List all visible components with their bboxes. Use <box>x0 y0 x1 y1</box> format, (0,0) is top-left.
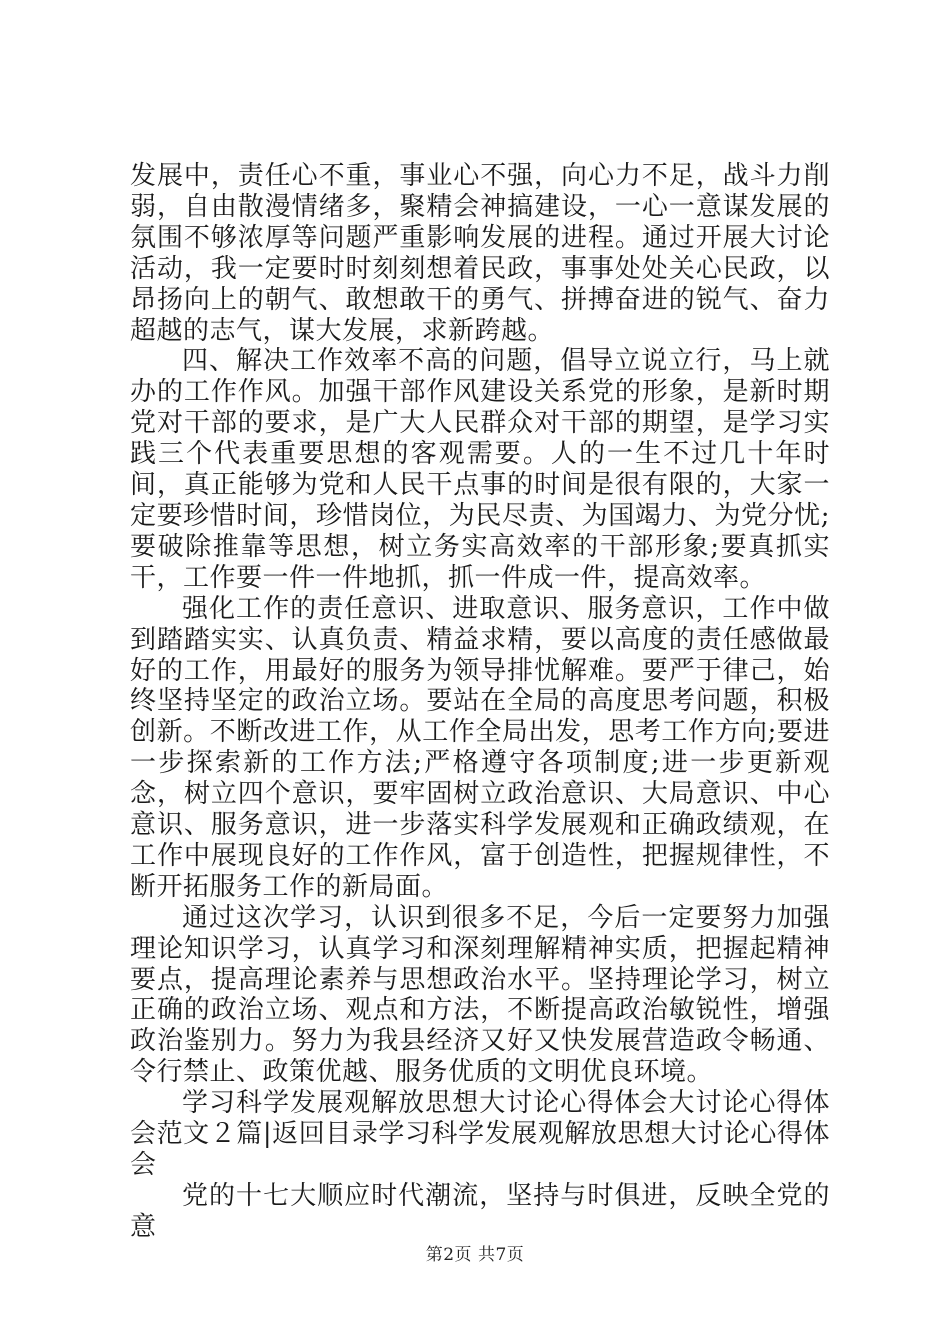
paragraph: 发展中，责任心不重，事业心不强，向心力不足，战斗力削弱，自由散漫情绪多，聚精会神搞建设，一心一意谋发展的氛围不够浓厚等问题严重影响发展的进程。通过开展大讨论活动，我一定要时时刻刻想着民政，事事处处关心民政，以昂扬向上的朝气、敢想敢干的勇气、拼搏奋进的锐气、奋力超越的志气，谋大发展，求新跨越。 <box>130 161 830 346</box>
paragraph: 学习科学发展观解放思想大讨论心得体会大讨论心得体会范文２篇|返回目录学习科学发展观解放思想大讨论心得体会 <box>130 1088 830 1180</box>
paragraph: 强化工作的责任意识、进取意识、服务意识，工作中做到踏踏实实、认真负责、精益求精，要以高度的责任感做最好的工作，用最好的服务为领导排忧解难。要严于律己，始终坚持坚定的政治立场。要站在全局的高度思考问题，积极创新。不断改进工作，从工作全局出发，思考工作方向;要进一步探索新的工作方法;严格遵守各项制度;进一步更新观念，树立四个意识，要牢固树立政治意识、大局意识、中心意识、服务意识，进一步落实科学发展观和正确政绩观，在工作中展现良好的工作作风，富于创造性，把握规律性，不断开拓服务工作的新局面。 <box>130 593 830 902</box>
document-body <box>130 161 830 1243</box>
paragraph: 党的十七大顺应时代潮流，坚持与时俱进，反映全党的意 <box>130 1180 830 1242</box>
page-footer: 第2页 共7页 <box>425 1245 525 1265</box>
paragraph: 通过这次学习，认识到很多不足，今后一定要努力加强理论知识学习，认真学习和深刻理解精神实质，把握起精神要点，提高理论素养与思想政治水平。坚持理论学习，树立正确的政治立场、观点和方法，不断提高政治敏锐性，增强政治鉴别力。努力为我县经济又好又快发展营造政令畅通、令行禁止、政策优越、服务优质的文明优良环境。 <box>130 902 830 1088</box>
paragraph: 四、解决工作效率不高的问题，倡导立说立行，马上就办的工作作风。加强干部作风建设关系党的形象，是新时期党对干部的要求，是广大人民群众对干部的期望，是学习实践三个代表重要思想的客观需要。人的一生不过几十年时间，真正能够为党和人民干点事的时间是很有限的，大家一定要珍惜时间，珍惜岗位，为民尽责、为国竭力、为党分忧;要破除推靠等思想，树立务实高效率的干部形象;要真抓实干，工作要一件一件地抓，抓一件成一件，提高效率。 <box>130 346 830 593</box>
